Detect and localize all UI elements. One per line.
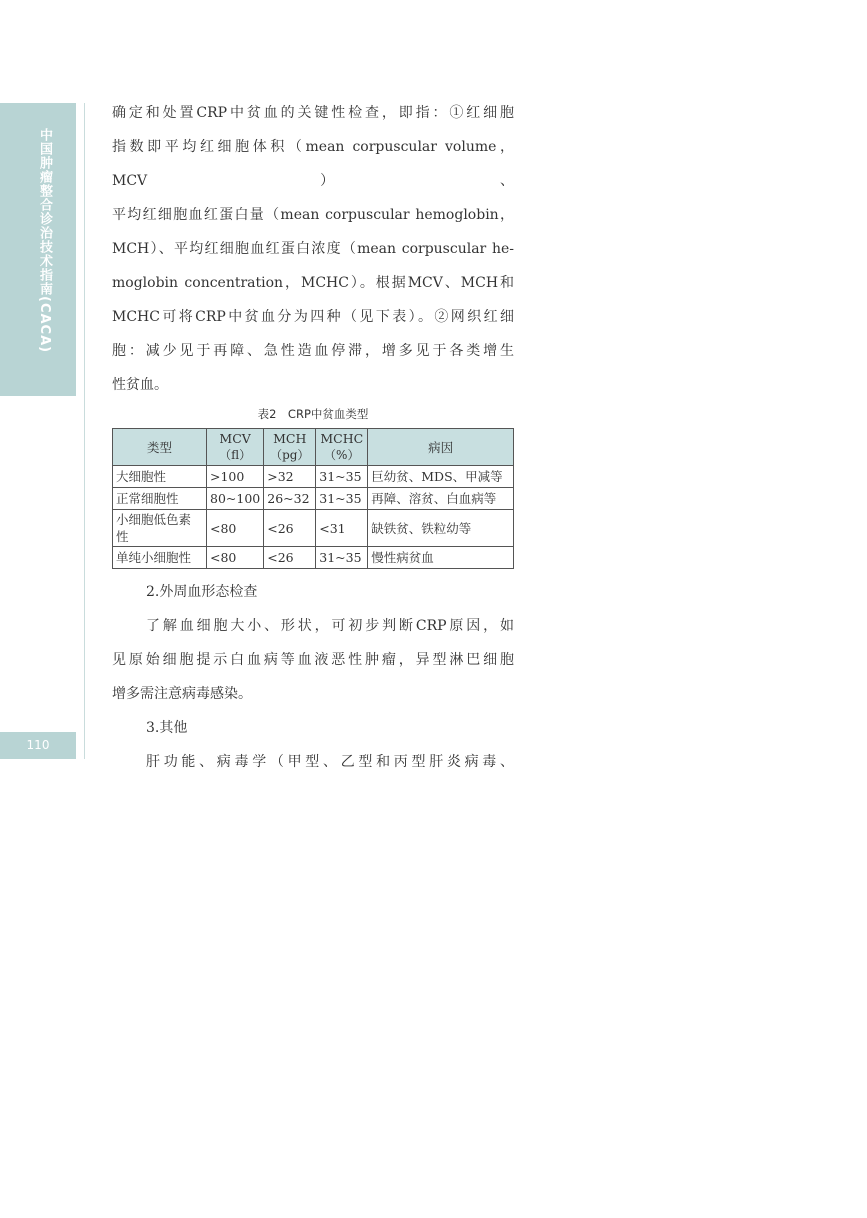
text-line: 性贫血。 [112,377,168,393]
table-row [113,547,514,569]
text-line: 胞：减少见于再障、急性造血停滞，增多见于各类增生 [112,343,514,359]
table-cell: <26 [264,547,316,569]
table-cell: 巨幼贫、MDS、甲减等 [368,466,514,488]
table-row [113,488,514,510]
table-cell: <80 [207,510,264,547]
table-cell: <26 [264,510,316,547]
table-row [113,466,514,488]
text-line: 见原始细胞提示白血病等血液恶性肿瘤，异型淋巴细胞 [112,652,514,668]
column-header-mchc: MCHC （%） [316,429,368,466]
table-row [113,510,514,547]
table-cell: 31~35 [316,547,368,569]
text-line: 肝功能、病毒学（甲型、乙型和丙型肝炎病毒、 [146,754,514,770]
column-header-mch: MCH （pg） [264,429,316,466]
column-header-mcv: MCV （fl） [207,429,264,466]
table-cell: <31 [316,510,368,547]
sidebar-title: 中国肿瘤整合诊治技术指南(CACA) [37,128,52,354]
text-line: 了解血细胞大小、形状，可初步判断CRP原因，如 [146,618,514,634]
table-cell: 正常细胞性 [113,488,207,510]
table-cell: 单纯小细胞性 [113,547,207,569]
page-number: 110 [26,738,50,752]
table-cell: <80 [207,547,264,569]
table-cell: 80~100 [207,488,264,510]
text-line: 平均红细胞血红蛋白量（mean corpuscular hemoglobin， [112,207,514,223]
margin-rule [84,103,85,759]
table-cell: 31~35 [316,488,368,510]
text-line: 指数即平均红细胞体积（mean corpuscular volume，MCV）、 [112,139,514,189]
table-cell: >100 [207,466,264,488]
table-cell: 慢性病贫血 [368,547,514,569]
table-caption: 表2 CRP中贫血类型 [257,407,369,421]
table-cell: 小细胞低色素性 [113,510,207,547]
anemia-type-table [112,428,514,569]
text-line: MCH）、平均红细胞血红蛋白浓度（mean corpuscular he- [112,241,514,257]
table-cell: 31~35 [316,466,368,488]
paragraph-anemia-indices [112,96,514,402]
paragraph-peripheral-blood [112,609,514,711]
text-line: moglobin concentration，MCHC）。根据MCV、MCH和 [112,275,514,291]
table-header-row [113,429,514,466]
table-cell: 缺铁贫、铁粒幼等 [368,510,514,547]
section-heading-other: 3.其他 [146,720,188,736]
text-line: MCHC可将CRP中贫血分为四种（见下表）。②网织红细 [112,309,514,325]
text-line: 确定和处置CRP中贫血的关键性检查，即指：①红细胞 [112,105,514,121]
column-header-type: 类型 [113,429,207,466]
section-heading-peripheral-blood: 2.外周血形态检查 [146,584,258,600]
column-header-cause: 病因 [368,429,514,466]
page-content [112,96,514,779]
table-cell: 大细胞性 [113,466,207,488]
paragraph-other [112,745,514,779]
table-cell: 再障、溶贫、白血病等 [368,488,514,510]
text-line: 增多需注意病毒感染。 [112,686,252,702]
table-cell: >32 [264,466,316,488]
table-cell: 26~32 [264,488,316,510]
